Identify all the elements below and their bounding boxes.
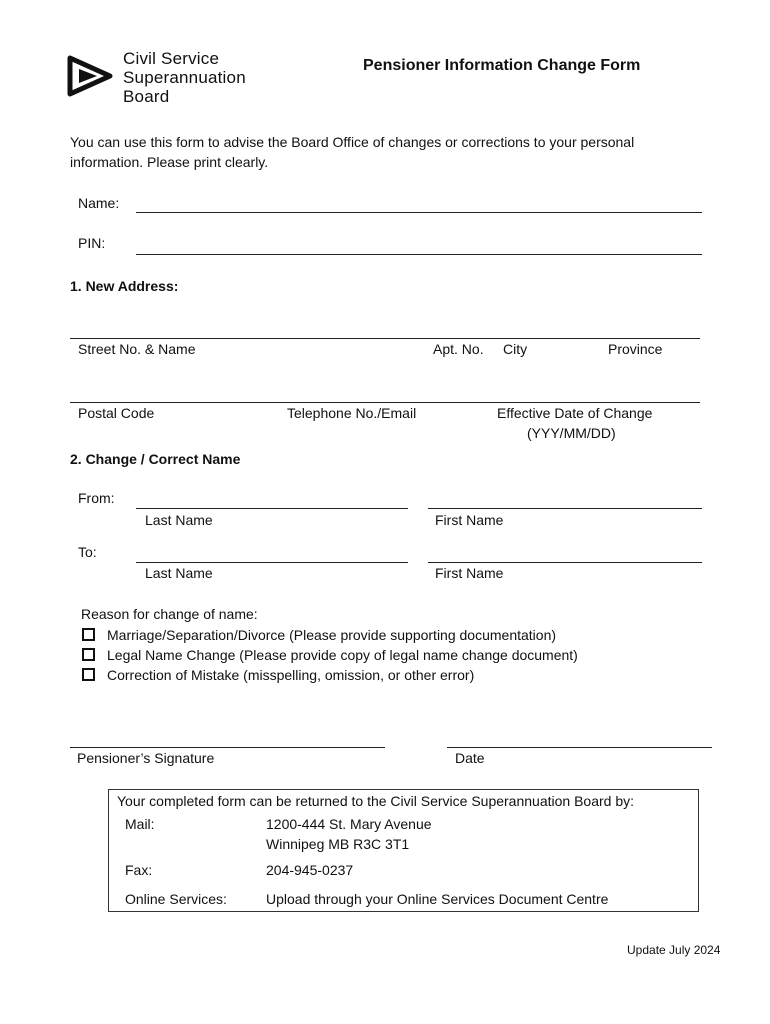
fax-label: Fax: xyxy=(125,862,153,878)
reason-label: Reason for change of name: xyxy=(81,606,258,622)
intro-line1: You can use this form to advise the Board Office of changes or corrections to your personal xyxy=(70,134,635,150)
signature-label: Pensioner’s Signature xyxy=(77,750,215,766)
from-label: From: xyxy=(78,490,115,506)
province-label: Province xyxy=(608,341,663,357)
from-first-name-field[interactable] xyxy=(428,508,702,509)
name-field[interactable] xyxy=(136,212,702,213)
pin-field[interactable] xyxy=(136,254,702,255)
online-value: Upload through your Online Services Document Centre xyxy=(266,891,609,907)
fax-value: 204-945-0237 xyxy=(266,862,354,878)
contact-line-field[interactable] xyxy=(70,402,700,403)
org-name-line2: Superannuation xyxy=(123,68,246,87)
to-first-name-label: First Name xyxy=(435,565,504,581)
page-title: Pensioner Information Change Form xyxy=(363,57,641,74)
apt-label: Apt. No. xyxy=(433,341,484,357)
mail-address-line2: Winnipeg MB R3C 3T1 xyxy=(266,836,410,852)
phone-label: Telephone No./Email xyxy=(287,405,417,421)
street-label: Street No. & Name xyxy=(78,341,196,357)
checkbox-icon[interactable] xyxy=(82,668,95,681)
address-line-field[interactable] xyxy=(70,338,700,339)
date-field[interactable] xyxy=(447,747,712,748)
from-first-name-label: First Name xyxy=(435,512,504,528)
effective-date-format: (YYY/MM/DD) xyxy=(527,425,616,441)
org-name xyxy=(123,49,246,106)
intro-line2: information. Please print clearly. xyxy=(70,154,269,170)
signature-field[interactable] xyxy=(70,747,385,748)
org-name-line3: Board xyxy=(123,87,170,106)
checkbox-icon[interactable] xyxy=(82,648,95,661)
reason-option-label: Legal Name Change (Please provide copy of legal name change document) xyxy=(107,647,578,663)
postal-label: Postal Code xyxy=(78,405,155,421)
update-date: Update July 2024 xyxy=(627,943,721,957)
org-name-line1: Civil Service xyxy=(123,49,220,68)
mail-address-line1: 1200-444 St. Mary Avenue xyxy=(266,816,432,832)
reason-option-legal[interactable] xyxy=(82,646,578,664)
name-label: Name: xyxy=(78,195,120,211)
date-label: Date xyxy=(455,750,485,766)
to-label: To: xyxy=(78,544,97,560)
reason-option-marriage[interactable] xyxy=(82,626,556,644)
logo xyxy=(66,50,116,102)
to-last-name-label: Last Name xyxy=(145,565,213,581)
checkbox-icon[interactable] xyxy=(82,628,95,641)
section1-heading: 1. New Address: xyxy=(70,278,179,294)
reason-option-label: Correction of Mistake (misspelling, omission, or other error) xyxy=(107,667,475,683)
reason-option-label: Marriage/Separation/Divorce (Please provide supporting documentation) xyxy=(107,627,557,643)
online-label: Online Services: xyxy=(125,891,227,907)
csb-logo-icon xyxy=(66,50,116,102)
city-label: City xyxy=(503,341,528,357)
from-last-name-label: Last Name xyxy=(145,512,213,528)
mail-label: Mail: xyxy=(125,816,155,832)
effective-date-label: Effective Date of Change xyxy=(497,405,653,421)
return-intro: Your completed form can be returned to the Civil Service Superannuation Board by: xyxy=(117,793,635,809)
to-last-name-field[interactable] xyxy=(136,562,408,563)
reason-option-mistake[interactable] xyxy=(82,666,474,684)
section2-heading: 2. Change / Correct Name xyxy=(70,451,241,467)
from-last-name-field[interactable] xyxy=(136,508,408,509)
pin-label: PIN: xyxy=(78,235,106,251)
to-first-name-field[interactable] xyxy=(428,562,702,563)
